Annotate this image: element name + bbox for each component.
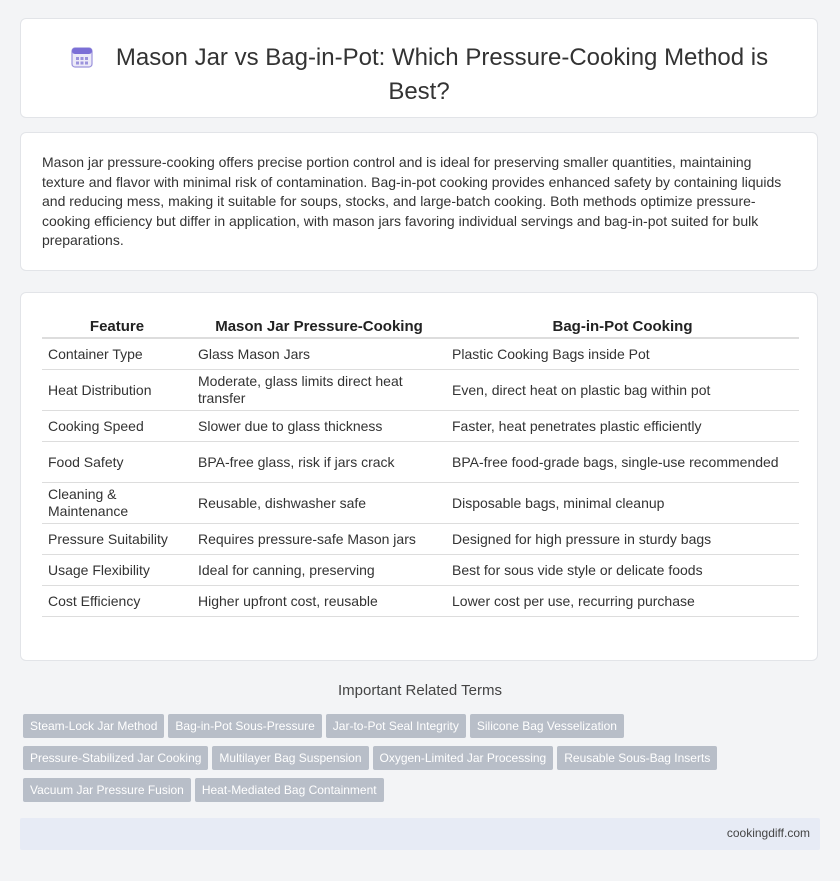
table-row <box>42 524 799 555</box>
mason-jar-cell: Reusable, dishwasher safe <box>192 483 446 524</box>
page-title-wrap <box>21 43 817 107</box>
bag-in-pot-cell: Lower cost per use, recurring purchase <box>446 586 799 617</box>
header-feature: Feature <box>42 315 192 338</box>
footer-site-link[interactable]: cookingdiff.com <box>726 826 810 840</box>
related-term-tag[interactable]: Multilayer Bag Suspension <box>212 746 368 770</box>
table-header-row <box>42 315 799 338</box>
related-terms-title: Important Related Terms <box>338 682 502 699</box>
feature-cell: Cleaning & Maintenance <box>42 483 192 524</box>
summary-card <box>20 132 818 271</box>
summary-text: Mason jar pressure-cooking offers precise portion control and is ideal for preserving smaller quantities, maintaining texture and flavor with minimal risk of contamination. Bag-in-pot cooking provides enhanced safety by containing liquids and reducing mess, making it suitable for soups, stocks, and large-batch cooking. Both methods optimize pressure-cooking efficiency but differ in application, with mason jars favoring individual servings and bag-in-pot suited for bulk preparations. <box>42 154 782 249</box>
feature-cell: Cooking Speed <box>42 411 192 442</box>
table-row <box>42 586 799 617</box>
table-row <box>42 338 799 370</box>
comparison-table <box>42 315 799 617</box>
comparison-card <box>20 292 818 661</box>
related-term-tag[interactable]: Steam-Lock Jar Method <box>23 714 164 738</box>
bag-in-pot-cell: Faster, heat penetrates plastic efficiently <box>446 411 799 442</box>
calendar-icon <box>70 45 94 77</box>
feature-cell: Cost Efficiency <box>42 586 192 617</box>
related-term-tag[interactable]: Heat-Mediated Bag Containment <box>195 778 384 802</box>
bag-in-pot-cell: Even, direct heat on plastic bag within pot <box>446 370 799 411</box>
table-row <box>42 555 799 586</box>
feature-cell: Heat Distribution <box>42 370 192 411</box>
bag-in-pot-cell: Best for sous vide style or delicate foods <box>446 555 799 586</box>
header-bag-in-pot: Bag-in-Pot Cooking <box>446 315 799 338</box>
bag-in-pot-cell: Designed for high pressure in sturdy bags <box>446 524 799 555</box>
bag-in-pot-cell: BPA-free food-grade bags, single-use recommended <box>446 442 799 483</box>
title-card <box>20 18 818 118</box>
mason-jar-cell: Glass Mason Jars <box>192 338 446 370</box>
related-term-tag[interactable]: Vacuum Jar Pressure Fusion <box>23 778 191 802</box>
bag-in-pot-cell: Plastic Cooking Bags inside Pot <box>446 338 799 370</box>
related-term-tag[interactable]: Reusable Sous-Bag Inserts <box>557 746 717 770</box>
mason-jar-cell: BPA-free glass, risk if jars crack <box>192 442 446 483</box>
related-term-tag[interactable]: Jar-to-Pot Seal Integrity <box>326 714 466 738</box>
related-term-tag[interactable]: Oxygen-Limited Jar Processing <box>373 746 554 770</box>
related-term-tag[interactable]: Bag-in-Pot Sous-Pressure <box>168 714 321 738</box>
mason-jar-cell: Slower due to glass thickness <box>192 411 446 442</box>
mason-jar-cell: Ideal for canning, preserving <box>192 555 446 586</box>
mason-jar-cell: Moderate, glass limits direct heat transfer <box>192 370 446 411</box>
table-row <box>42 483 799 524</box>
feature-cell: Pressure Suitability <box>42 524 192 555</box>
header-mason-jar: Mason Jar Pressure-Cooking <box>192 315 446 338</box>
feature-cell: Food Safety <box>42 442 192 483</box>
related-term-tag[interactable]: Pressure-Stabilized Jar Cooking <box>23 746 208 770</box>
table-row <box>42 411 799 442</box>
page-title: Mason Jar vs Bag-in-Pot: Which Pressure-Cooking Method is Best? <box>115 44 769 105</box>
bag-in-pot-cell: Disposable bags, minimal cleanup <box>446 483 799 524</box>
mason-jar-cell: Requires pressure-safe Mason jars <box>192 524 446 555</box>
related-term-tag[interactable]: Silicone Bag Vesselization <box>470 714 624 738</box>
feature-cell: Container Type <box>42 338 192 370</box>
mason-jar-cell: Higher upfront cost, reusable <box>192 586 446 617</box>
table-row <box>42 370 799 411</box>
table-row <box>42 442 799 483</box>
feature-cell: Usage Flexibility <box>42 555 192 586</box>
footer <box>20 818 820 850</box>
related-terms-list <box>23 714 823 810</box>
